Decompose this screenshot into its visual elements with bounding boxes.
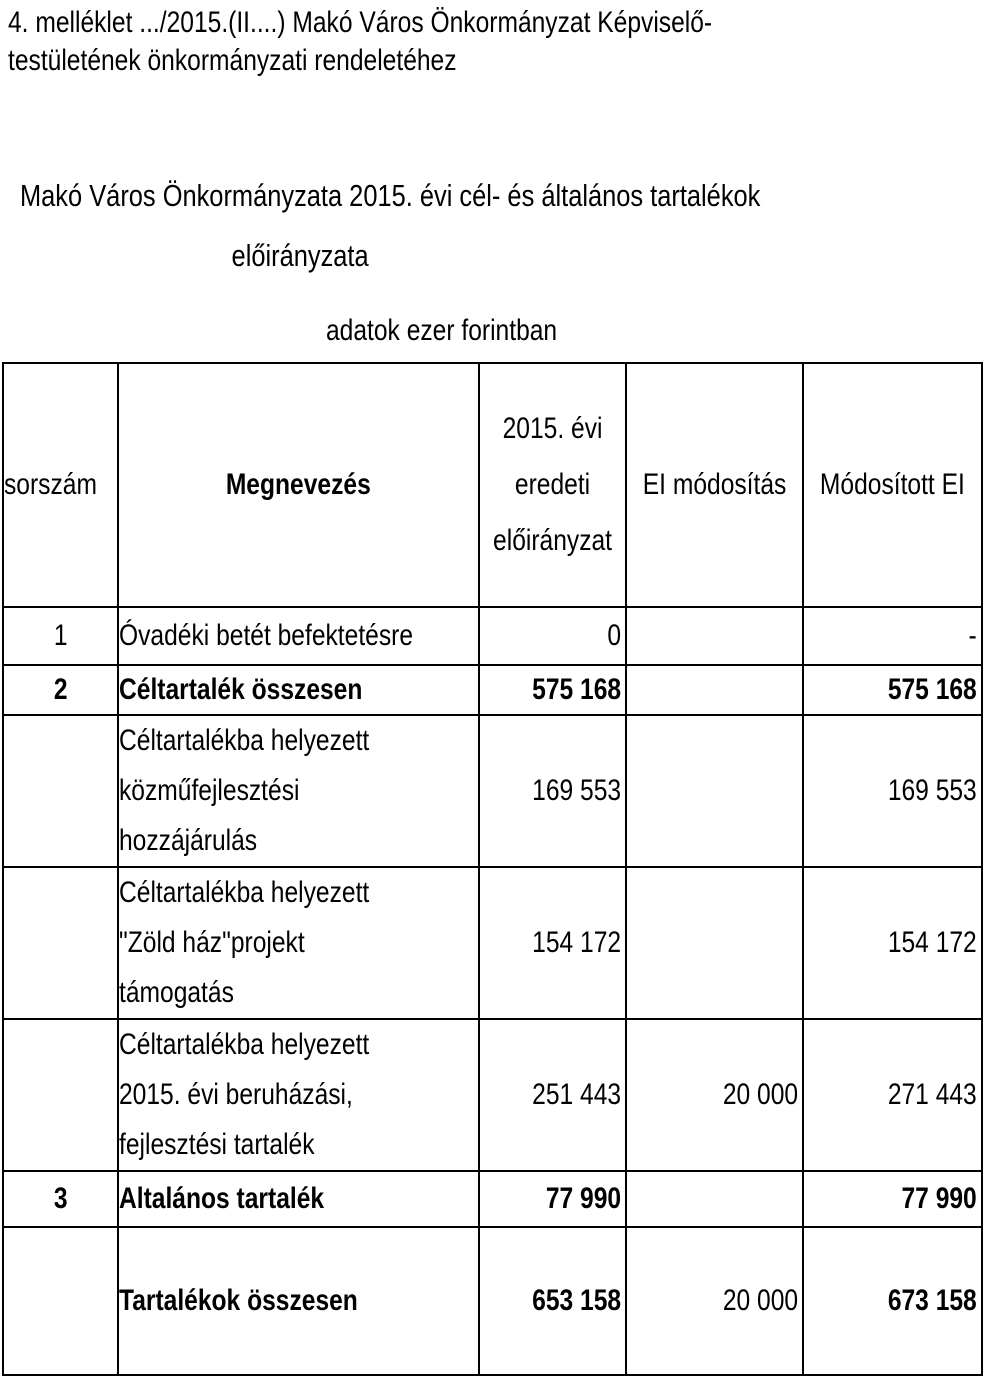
row-eredeti: 575 168 [479, 665, 626, 715]
row-eredeti: 154 172 [479, 867, 626, 1019]
row-eredeti: 251 443 [479, 1019, 626, 1171]
unit-note: adatok ezer forintban [326, 314, 558, 347]
row-number [3, 1019, 118, 1171]
row-number: 1 [3, 607, 118, 665]
header-line-2: testületének önkormányzati rendeletéhez [8, 44, 457, 77]
row-number [3, 715, 118, 867]
header-line-1: 4. melléklet .../2015.(II....) Makó Város Önkormányzat Képviselő- [8, 6, 713, 39]
row-name [118, 1019, 479, 1171]
row-modositas [626, 867, 803, 1019]
table-row [3, 665, 982, 715]
row-name: Céltartalék összesen [118, 665, 479, 715]
row-name [118, 715, 479, 867]
total-label: Tartalékok összesen [118, 1227, 479, 1375]
total-row [3, 1227, 982, 1375]
row-name-line-1: Céltartalékba helyezett 2015. évi beruházási, [119, 1028, 370, 1111]
table-row [3, 607, 982, 665]
row-name [118, 867, 479, 1019]
row-name-line-1: Céltartalékba helyezett "Zöld ház"projekt [119, 876, 370, 959]
total-number [3, 1227, 118, 1375]
row-modositas [626, 1171, 803, 1227]
document-header [8, 4, 712, 80]
table-row [3, 715, 982, 867]
table-header-row [3, 363, 982, 607]
reserves-table [2, 362, 983, 1376]
row-modositas: 20 000 [626, 1019, 803, 1171]
total-eredeti: 653 158 [479, 1227, 626, 1375]
row-name-line-2: hozzájárulás [119, 824, 258, 857]
col-header-sorszam: sorszám [3, 363, 118, 607]
total-modositas: 20 000 [626, 1227, 803, 1375]
table-row [3, 867, 982, 1019]
col-header-eredeti [479, 363, 626, 607]
row-modositas [626, 607, 803, 665]
row-modositott: 154 172 [803, 867, 982, 1019]
row-eredeti: 169 553 [479, 715, 626, 867]
title-line-1: Makó Város Önkormányzata 2015. évi cél- és általános tartalékok [20, 178, 761, 213]
row-name-line-1: Céltartalékba helyezett közműfejlesztési [119, 724, 370, 807]
title-line-2: előirányzata [231, 238, 369, 273]
col-header-eredeti-line-1: 2015. évi [502, 412, 603, 445]
row-modositas [626, 665, 803, 715]
col-header-eredeti-line-2: eredeti [514, 468, 591, 501]
row-modositott: 575 168 [803, 665, 982, 715]
row-modositott: 169 553 [803, 715, 982, 867]
row-eredeti: 0 [479, 607, 626, 665]
document-title [20, 166, 760, 286]
total-modositott: 673 158 [803, 1227, 982, 1375]
row-modositott: - [803, 607, 982, 665]
col-header-modositott: Módosított EI [803, 363, 982, 607]
table-row [3, 1171, 982, 1227]
col-header-eredeti-line-3: előirányzat [492, 524, 612, 557]
row-modositott: 77 990 [803, 1171, 982, 1227]
row-number: 2 [3, 665, 118, 715]
row-modositas [626, 715, 803, 867]
row-name-line-2: támogatás [119, 976, 235, 1009]
row-name: Óvadéki betét befektetésre [118, 607, 479, 665]
table-row [3, 1019, 982, 1171]
row-name-line-2: fejlesztési tartalék [119, 1128, 315, 1161]
row-number: 3 [3, 1171, 118, 1227]
row-modositott: 271 443 [803, 1019, 982, 1171]
col-header-megnevezes: Megnevezés [118, 363, 479, 607]
row-eredeti: 77 990 [479, 1171, 626, 1227]
row-number [3, 867, 118, 1019]
col-header-modositas: EI módosítás [626, 363, 803, 607]
row-name: Altalános tartalék [118, 1171, 479, 1227]
